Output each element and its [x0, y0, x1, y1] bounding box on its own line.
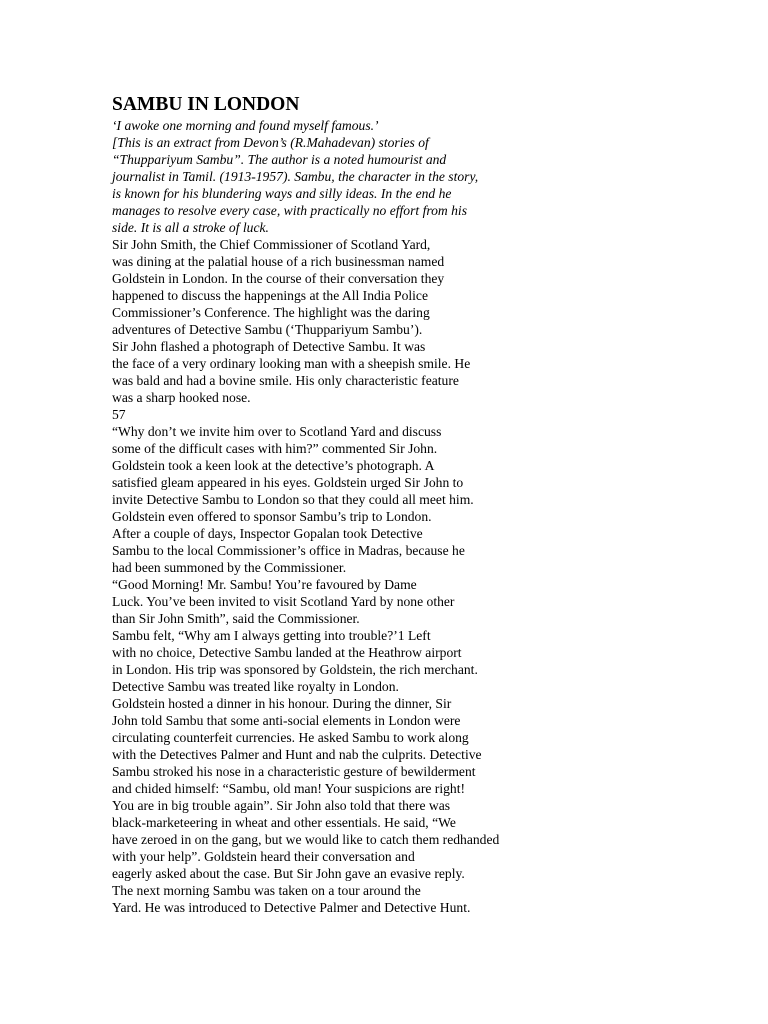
text-line: Commissioner’s Conference. The highlight was the daring	[112, 305, 430, 320]
text-line: Yard. He was introduced to Detective Palmer and Detective Hunt.	[112, 900, 471, 915]
text-line: invite Detective Sambu to London so that they could all meet him.	[112, 492, 474, 507]
text-line: Goldstein even offered to sponsor Sambu’s trip to London.	[112, 509, 432, 524]
text-line: satisfied gleam appeared in his eyes. Goldstein urged Sir John to	[112, 475, 464, 490]
intro-line: side. It is all a stroke of luck.	[112, 220, 269, 235]
text-line: the face of a very ordinary looking man with a sheepish smile. He	[112, 356, 471, 371]
text-line: “Why don’t we invite him over to Scotland Yard and discuss	[112, 424, 442, 439]
text-line: You are in big trouble again”. Sir John also told that there was	[112, 798, 451, 813]
intro-line: [This is an extract from Devon’s (R.Mahadevan) stories of	[112, 135, 429, 150]
text-line: circulating counterfeit currencies. He asked Sambu to work along	[112, 730, 469, 745]
text-line: The next morning Sambu was taken on a tour around the	[112, 883, 421, 898]
text-line: Sir John Smith, the Chief Commissioner of Scotland Yard,	[112, 237, 431, 252]
text-line: with no choice, Detective Sambu landed at the Heathrow airport	[112, 645, 462, 660]
text-line: have zeroed in on the gang, but we would like to catch them redhanded	[112, 832, 500, 847]
intro-line: journalist in Tamil. (1913-1957). Sambu, the character in the story,	[112, 169, 479, 184]
text-line: some of the difficult cases with him?” commented Sir John.	[112, 441, 438, 456]
text-line: Luck. You’ve been invited to visit Scotland Yard by none other	[112, 594, 455, 609]
text-line: happened to discuss the happenings at the All India Police	[112, 288, 428, 303]
text-line: with your help”. Goldstein heard their conversation and	[112, 849, 415, 864]
text-line: Sambu felt, “Why am I always getting into trouble?’1 Left	[112, 628, 431, 643]
document-title: SAMBU IN LONDON	[112, 94, 300, 115]
text-line: black-marketeering in wheat and other essentials. He said, “We	[112, 815, 456, 830]
text-line: “Good Morning! Mr. Sambu! You’re favoured by Dame	[112, 577, 417, 592]
text-line: Goldstein in London. In the course of their conversation they	[112, 271, 445, 286]
document-body	[112, 117, 532, 916]
text-line: was a sharp hooked nose.	[112, 390, 251, 405]
intro-note	[112, 134, 532, 236]
text-line: Goldstein took a keen look at the detective’s photograph. A	[112, 458, 435, 473]
intro-line: manages to resolve every case, with practically no effort from his	[112, 203, 468, 218]
text-line: than Sir John Smith”, said the Commissioner.	[112, 611, 360, 626]
text-line: Sir John flashed a photograph of Detective Sambu. It was	[112, 339, 426, 354]
text-line: Detective Sambu was treated like royalty in London.	[112, 679, 399, 694]
text-line: 57	[112, 407, 126, 422]
text-line: with the Detectives Palmer and Hunt and nab the culprits. Detective	[112, 747, 482, 762]
text-line: and chided himself: “Sambu, old man! Your suspicions are right!	[112, 781, 466, 796]
intro-line: “Thuppariyum Sambu”. The author is a noted humourist and	[112, 152, 447, 167]
text-line: eagerly asked about the case. But Sir John gave an evasive reply.	[112, 866, 465, 881]
text-line: Sambu to the local Commissioner’s office in Madras, because he	[112, 543, 465, 558]
text-line: Goldstein hosted a dinner in his honour. During the dinner, Sir	[112, 696, 452, 711]
text-line: was dining at the palatial house of a rich businessman named	[112, 254, 445, 269]
text-line: After a couple of days, Inspector Gopalan took Detective	[112, 526, 423, 541]
epigraph: ‘I awoke one morning and found myself famous.’	[112, 118, 379, 133]
text-line: had been summoned by the Commissioner.	[112, 560, 347, 575]
story-text	[112, 236, 532, 916]
text-line: Sambu stroked his nose in a characteristic gesture of bewilderment	[112, 764, 476, 779]
intro-line: is known for his blundering ways and silly ideas. In the end he	[112, 186, 452, 201]
text-line: John told Sambu that some anti-social elements in London were	[112, 713, 461, 728]
text-line: was bald and had a bovine smile. His only characteristic feature	[112, 373, 459, 388]
text-line: in London. His trip was sponsored by Goldstein, the rich merchant.	[112, 662, 478, 677]
text-line: adventures of Detective Sambu (‘Thuppariyum Sambu’).	[112, 322, 423, 337]
